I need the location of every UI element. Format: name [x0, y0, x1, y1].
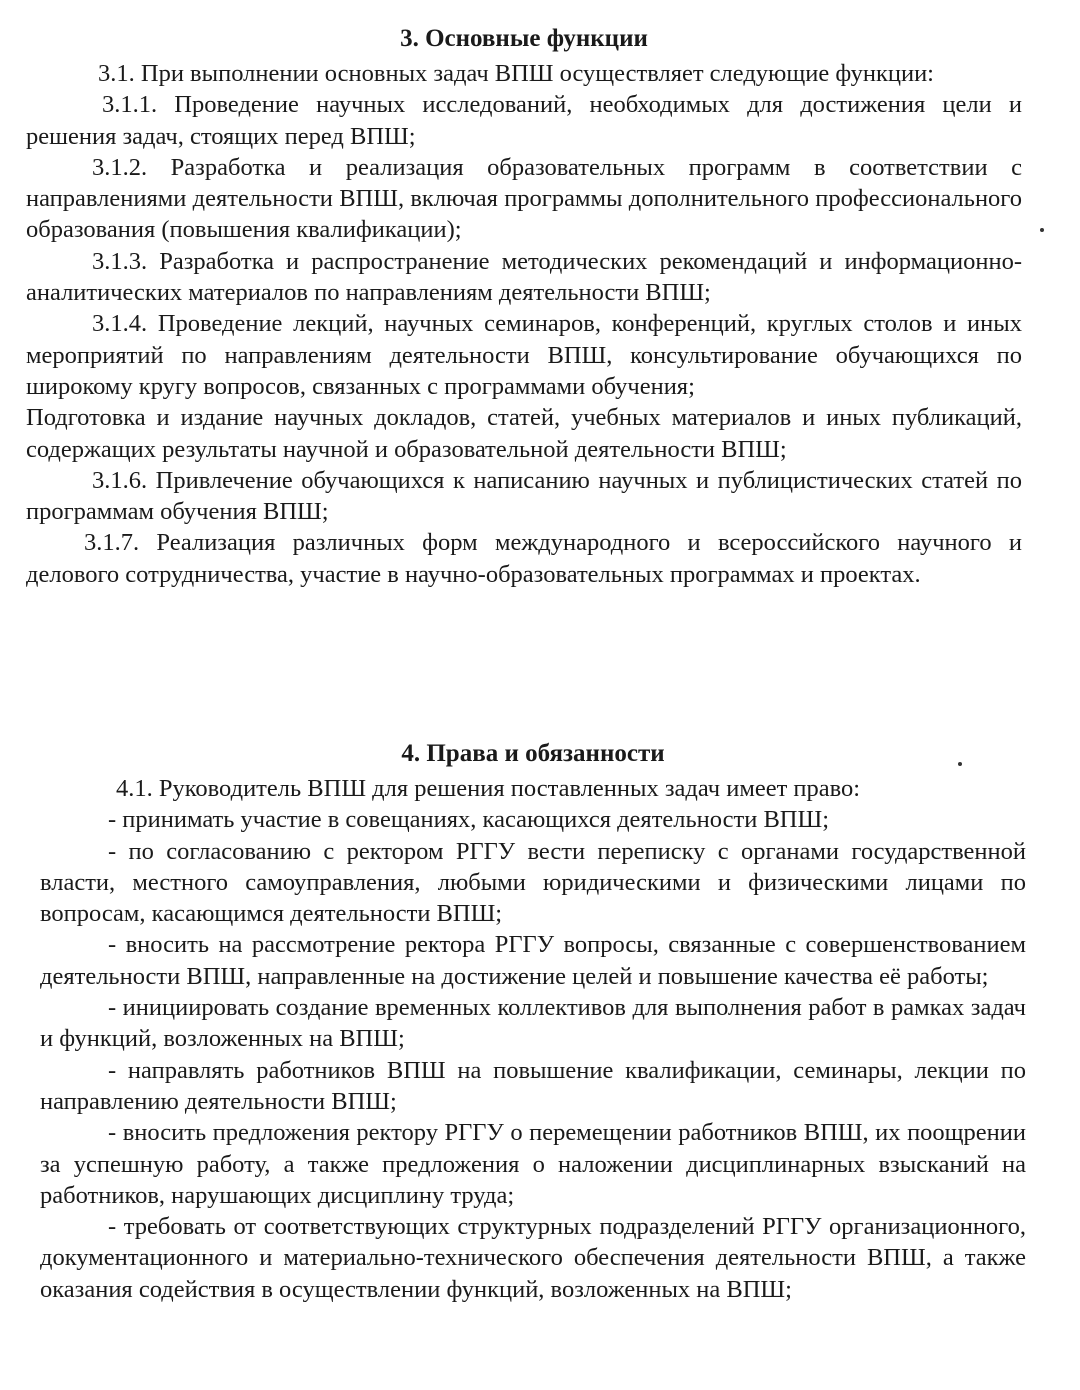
right-submit-questions: - вносить на рассмотрение ректора РГГУ вопросы, связанные с совершенствованием деятельности ВПШ, направленные на достижение целей и повышение качества её работы; [40, 931, 1026, 990]
clause-3-1-6: 3.1.6. Привлечение обучающихся к написанию научных и публицистических статей по программам обучения ВПШ; [26, 466, 1022, 526]
right-participate-meetings: - принимать участие в совещаниях, касающихся деятельности ВПШ; [108, 806, 830, 834]
scan-speck [1040, 228, 1044, 232]
clause-3-1-4: 3.1.4. Проведение лекций, научных семинаров, конференций, круглых столов и иных мероприятий по направлениям деятельности ВПШ, консультирование обучающихся по широкому кругу вопросов, связанных с программами обучения; [26, 310, 1022, 400]
clause-3-1-2: 3.1.2. Разработка и реализация образовательных программ в соответствии с направлениями деятельности ВПШ, включая программы дополнительного профессионального образования (повышения квалификации); [26, 153, 1022, 244]
clause-3-1: 3.1. При выполнении основных задач ВПШ осуществляет следующие функции: [98, 60, 934, 87]
section-rights-duties [40, 735, 1026, 1305]
right-demand-support: - требовать от соответствующих структурных подразделений РГГУ организационного, документационного и материально-технического обеспечения деятельности ВПШ, а также оказания содействия в осуществлении функций, возложенных на ВПШ; [40, 1213, 1026, 1303]
right-send-training: - направлять работников ВПШ на повышение квалификации, семинары, лекции по направлению деятельности ВПШ; [40, 1056, 1026, 1115]
right-submit-proposals: - вносить предложения ректору РГГУ о перемещении работников ВПШ, их поощрении за успешную работу, а также предложения о наложении дисциплинарных взысканий на работников, нарушающих дисциплину труда; [40, 1119, 1026, 1209]
right-initiate-collectives: - инициировать создание временных коллективов для выполнения работ в рамках задач и функций, возложенных на ВПШ; [40, 994, 1026, 1053]
scan-speck [958, 762, 962, 766]
clause-4-1: 4.1. Руководитель ВПШ для решения поставленных задач имеет право: [116, 775, 861, 802]
right-correspondence: - по согласованию с ректором РГГУ вести переписку с органами государственной власти, местного самоуправления, любыми юридическими и физическими лицами по вопросам, касающимся деятельности ВПШ; [40, 837, 1026, 928]
section-4-heading: 4. Права и обязанности [401, 740, 665, 767]
section-main-functions [26, 20, 1022, 590]
clause-3-1-5: Подготовка и издание научных докладов, статей, учебных материалов и иных публикаций, содержащих результаты научной и образовательной деятельности ВПШ; [26, 404, 1022, 463]
clause-3-1-7: 3.1.7. Реализация различных форм международного и всероссийского научного и делового сотрудничества, участие в научно-образовательных программах и проектах. [26, 529, 1022, 588]
clause-3-1-1: 3.1.1. Проведение научных исследований, необходимых для достижения цели и решения задач, стоящих перед ВПШ; [26, 91, 1022, 150]
clause-3-1-3: 3.1.3. Разработка и распространение методических рекомендаций и информационно-аналитических материалов по направлениям деятельности ВПШ; [26, 247, 1022, 307]
section-3-heading: 3. Основные функции [400, 25, 648, 52]
